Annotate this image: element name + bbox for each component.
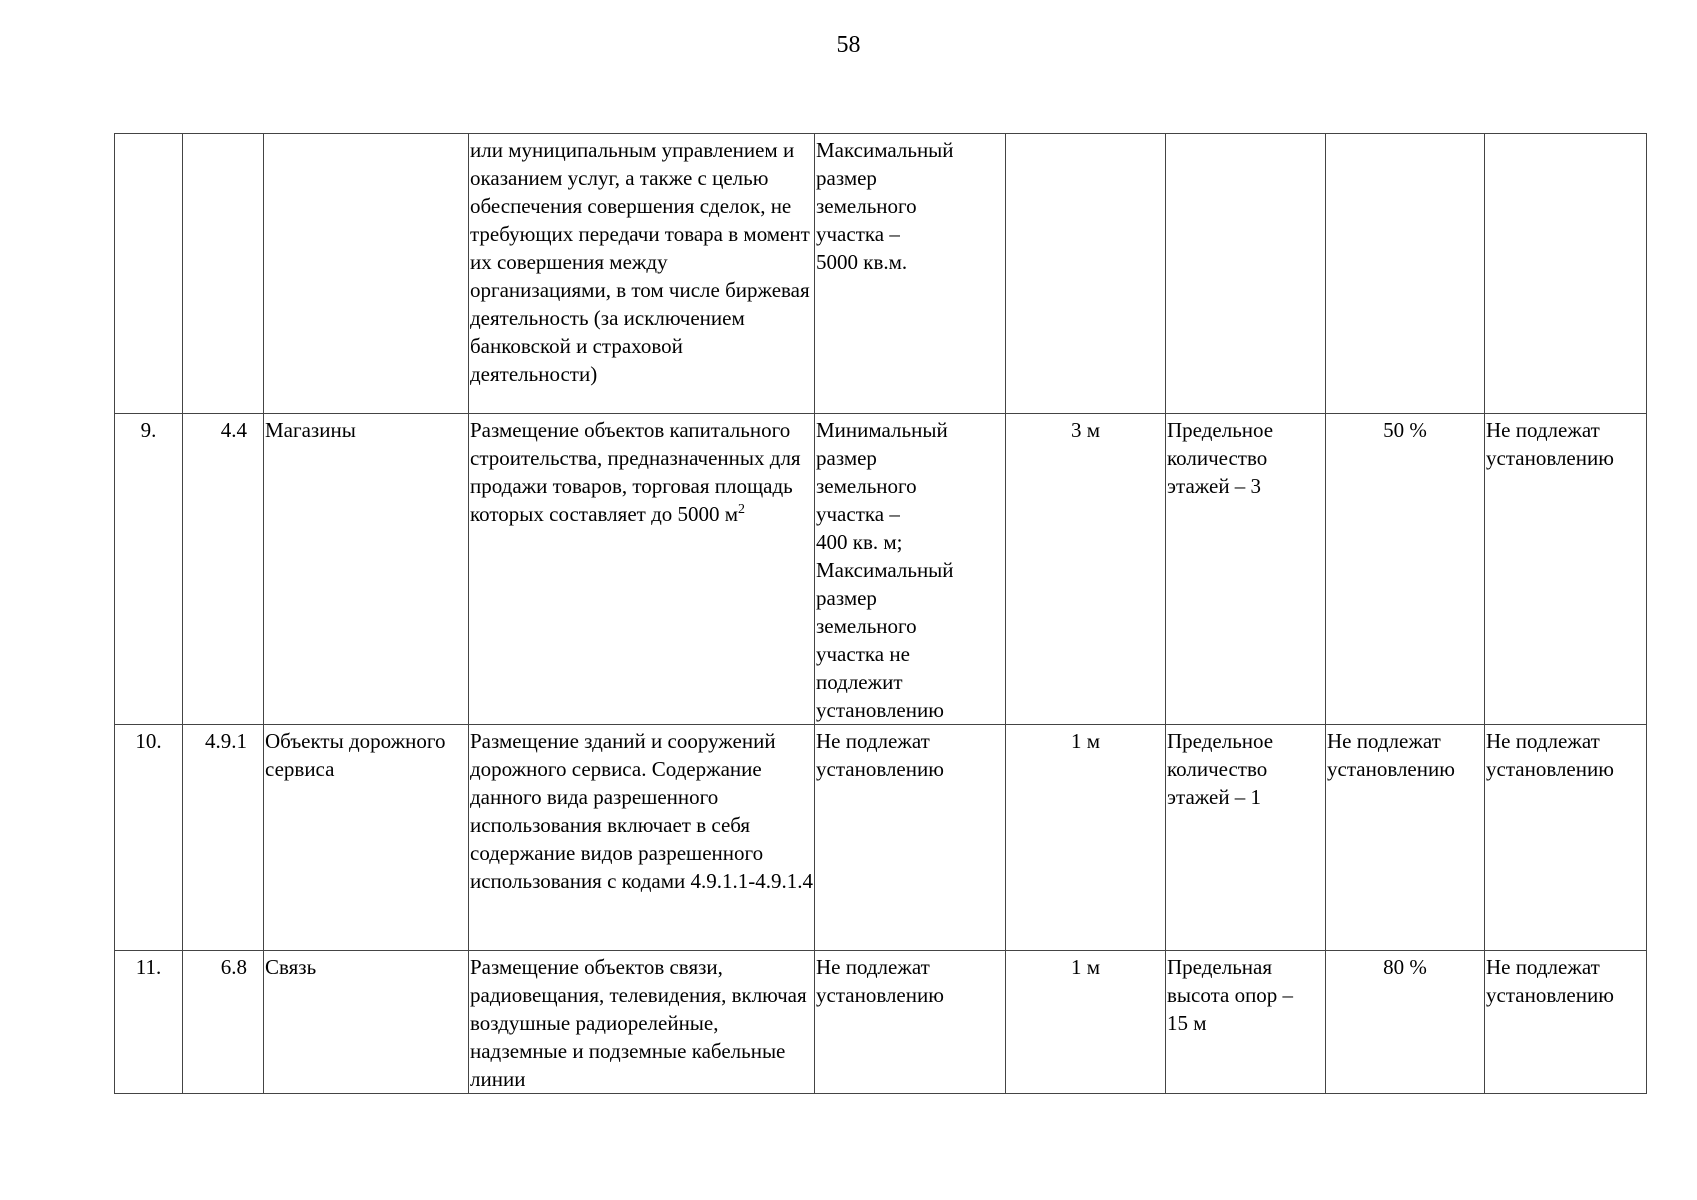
setback-cell: 1 м <box>1006 725 1166 951</box>
floors-cell: Предельное количество этажей – 1 <box>1166 725 1326 951</box>
setback-cell: 3 м <box>1006 414 1166 725</box>
code-cell <box>183 134 264 414</box>
setback-cell <box>1006 134 1166 414</box>
description-cell: Размещение зданий и сооружений дорожного сервиса. Содержание данного вида разрешенного использования включает в себя содержание видов разрешенного использования с кодами 4.9.1.1-4.9.1.4 <box>469 725 815 951</box>
description-cell <box>469 414 815 725</box>
plot-size-cell: Максимальный размер земельного участка – 5000 кв.м. <box>815 134 1006 414</box>
plot-size-cell: Не подлежат установлению <box>815 725 1006 951</box>
plot-size-cell: Минимальный размер земельного участка – 400 кв. м; Максимальный размер земельного участка не подлежит установлению <box>815 414 1006 725</box>
row-number-cell: 11. <box>115 951 183 1094</box>
code-cell: 6.8 <box>183 951 264 1094</box>
description-cell: Размещение объектов связи, радиовещания, телевидения, включая воздушные радиорелейные, надземные и подземные кабельные линии <box>469 951 815 1094</box>
coverage-cell: 80 % <box>1326 951 1485 1094</box>
table-row <box>115 414 1647 725</box>
table-row <box>115 725 1647 951</box>
description-text: Размещение объектов капитального строительства, предназначенных для продажи товаров, торговая площадь которых составляет до 5000 м <box>470 418 801 526</box>
other-cell: Не подлежат установлению <box>1485 414 1647 725</box>
row-number-cell <box>115 134 183 414</box>
coverage-cell: Не подлежат установлению <box>1326 725 1485 951</box>
name-cell: Объекты дорожного сервиса <box>264 725 469 951</box>
zoning-table <box>114 133 1647 1094</box>
coverage-cell: 50 % <box>1326 414 1485 725</box>
floors-cell: Предельная высота опор – 15 м <box>1166 951 1326 1094</box>
floors-cell: Предельное количество этажей – 3 <box>1166 414 1326 725</box>
description-cell: или муниципальным управлением и оказанием услуг, а также с целью обеспечения совершения сделок, не требующих передачи товара в момент их совершения между организациями, в том числе биржевая деятельность (за исключением банковской и страховой деятельности) <box>469 134 815 414</box>
other-cell: Не подлежат установлению <box>1485 951 1647 1094</box>
table-row <box>115 134 1647 414</box>
setback-cell: 1 м <box>1006 951 1166 1094</box>
coverage-cell <box>1326 134 1485 414</box>
other-cell <box>1485 134 1647 414</box>
name-cell <box>264 134 469 414</box>
page-number: 58 <box>836 32 861 58</box>
table-row <box>115 951 1647 1094</box>
code-cell: 4.4 <box>183 414 264 725</box>
row-number-cell: 9. <box>115 414 183 725</box>
name-cell: Связь <box>264 951 469 1094</box>
floors-cell <box>1166 134 1326 414</box>
code-cell: 4.9.1 <box>183 725 264 951</box>
row-number-cell: 10. <box>115 725 183 951</box>
superscript: 2 <box>738 502 746 517</box>
other-cell: Не подлежат установлению <box>1485 725 1647 951</box>
plot-size-cell: Не подлежат установлению <box>815 951 1006 1094</box>
name-cell: Магазины <box>264 414 469 725</box>
